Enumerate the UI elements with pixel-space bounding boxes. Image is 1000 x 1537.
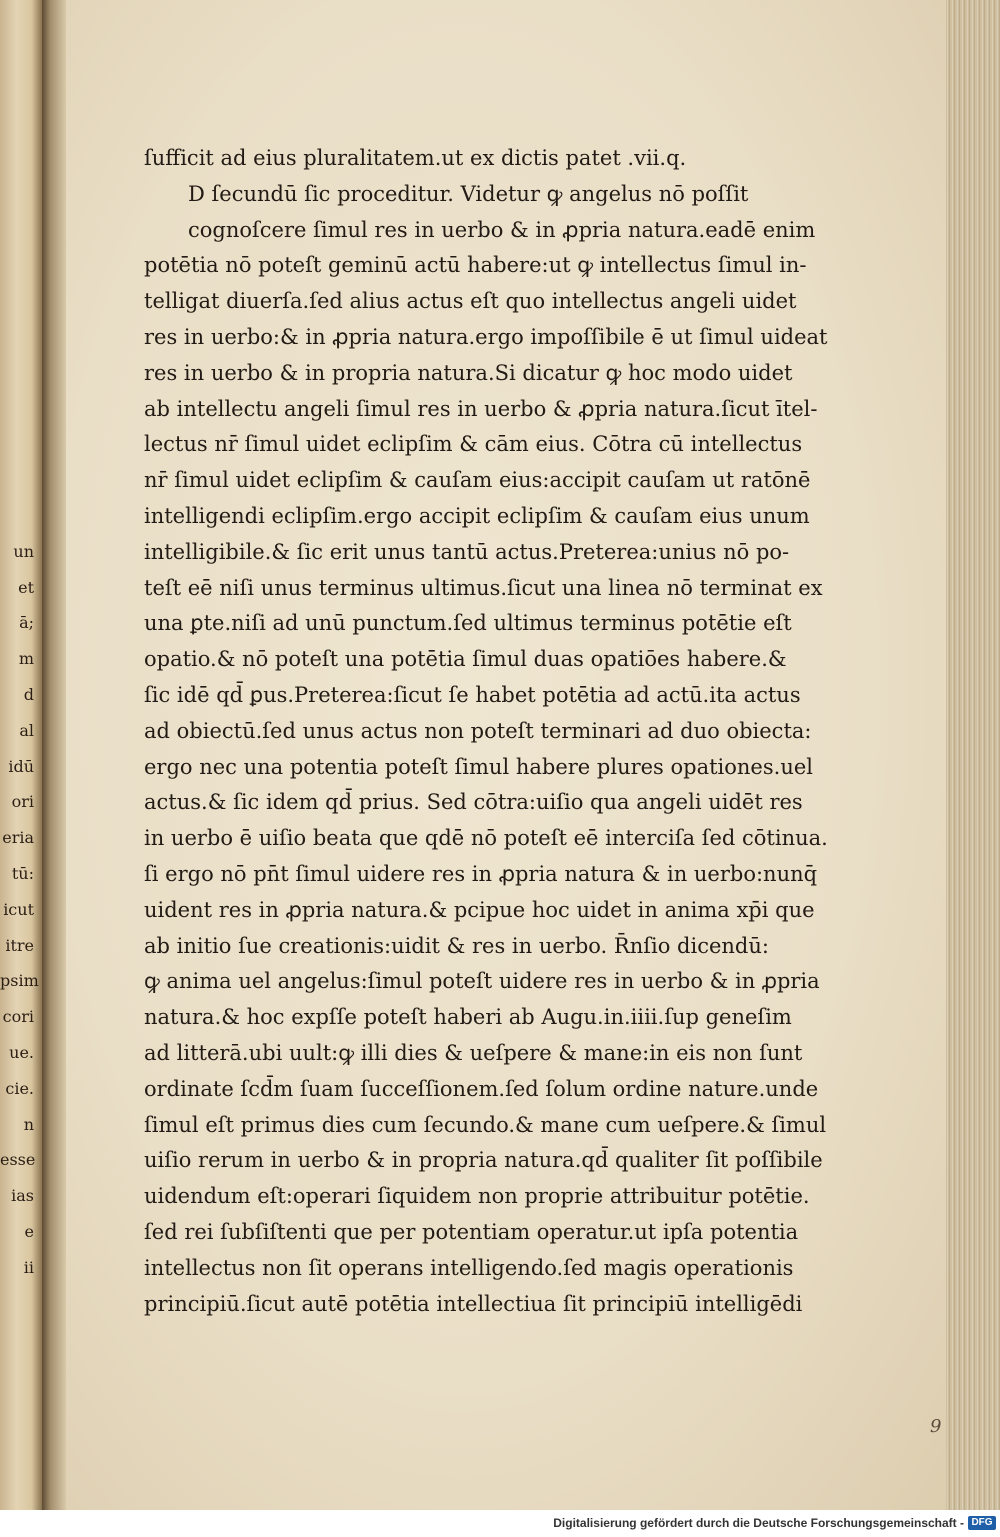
- text-line: ſi ergo nō pn̄t ſimul uidere res in ꝓpria natura & in uerbo:nunq̄: [144, 861, 818, 886]
- text-line: telligat diuerſa.ſed alius actus eſt quo intellectus angeli uidet: [144, 289, 797, 314]
- text-line: una ꝑte.niſi ad unū punctum.ſed ultimus terminus potētie eſt: [144, 611, 792, 636]
- fragment: ue.: [9, 1042, 34, 1062]
- fragment: ā;: [19, 613, 34, 633]
- fragment: e: [24, 1221, 34, 1241]
- fragment: [0, 391, 34, 427]
- fragment: tū:: [11, 863, 34, 883]
- fragment: esse: [0, 1150, 36, 1170]
- body-text: [144, 141, 828, 1322]
- text-line: intelligendi eclipſim.ergo accipit eclipſim & cauſam eius unum: [144, 503, 810, 528]
- fragment: [0, 247, 34, 283]
- fragment: ori: [11, 792, 34, 812]
- fragment: eria: [2, 828, 34, 848]
- fragment: [0, 462, 34, 498]
- fragment: [0, 283, 34, 319]
- text-line: D ſecundū ſic proceditur. Videtur ꝙ angelus nō poſſit: [188, 181, 749, 206]
- book-gutter: [42, 0, 66, 1510]
- fragment: n: [23, 1114, 34, 1134]
- fragment: un: [13, 541, 34, 561]
- fragment: [0, 140, 34, 176]
- fragment: [0, 355, 34, 391]
- text-line: lectus nr̄ ſimul uidet eclipſim & cām eius. Cōtra cū intellectus: [144, 432, 803, 457]
- folio-number: 9: [930, 1416, 942, 1437]
- text-line: ergo nec una potentia poteſt ſimul habere plures opationes.uel: [144, 754, 813, 779]
- fragment: [0, 426, 34, 462]
- page-edges: [946, 0, 1000, 1510]
- left-page-text-fragments: [0, 140, 39, 1286]
- text-line: natura.& hoc expſſe poteſt haberi ab Augu.in.iiii.ſup geneſim: [144, 1005, 792, 1030]
- fragment: icut: [3, 899, 34, 919]
- fragment: psim: [0, 971, 39, 991]
- text-line: opatio.& nō poteſt una potētia ſimul duas opatiōes habere.&: [144, 647, 787, 672]
- text-line: ꝙ anima uel angelus:ſimul poteſt uidere res in uerbo & in ꝓpria: [144, 969, 820, 994]
- dfg-logo-icon: DFG: [968, 1516, 996, 1530]
- left-facing-page: [0, 0, 42, 1510]
- text-line: nr̄ ſimul uidet eclipſim & cauſam eius:accipit cauſam ut ratōnē: [144, 468, 811, 493]
- fragment: cori: [2, 1007, 34, 1027]
- text-line: potētia nō poteſt geminū actū habere:ut ꝙ intellectus ſimul in-: [144, 253, 807, 278]
- text-line: intellectus non ſit operans intelligendo.ſed magis operationis: [144, 1255, 794, 1280]
- fragment: [0, 212, 34, 248]
- text-line: ab initio ſue creationis:uidit & res in uerbo. R̄nſio dicendū:: [144, 933, 769, 958]
- text-line: in uerbo ē uiſio beata que qdē nō poteſt eē interciſa ſed cōtinua.: [144, 826, 828, 851]
- footer-credit: Digitalisierung gefördert durch die Deutsche Forschungsgemeinschaft -: [553, 1516, 964, 1530]
- text-line: uident res in ꝓpria natura.& pcipue hoc uidet in anima xp̄i que: [144, 897, 815, 922]
- fragment: et: [18, 577, 34, 597]
- fragment: [0, 498, 34, 534]
- text-line: ad litterā.ubi uult:ꝙ illi dies & ueſpere & mane:in eis non ſunt: [144, 1040, 803, 1065]
- footer-bar: [0, 1510, 1000, 1537]
- text-line: ſimul eſt primus dies cum ſecundo.& mane cum ueſpere.& ſimul: [144, 1112, 827, 1137]
- fragment: ii: [23, 1257, 34, 1277]
- fragment: m: [18, 649, 34, 669]
- text-line: ſic idē qd̄ ꝑus.Preterea:ſicut ſe habet potētia ad actū.ita actus: [144, 682, 801, 707]
- text-line: ſed rei ſubſiſtenti que per potentiam operatur.ut ipſa potentia: [144, 1219, 799, 1244]
- fragment: d: [23, 684, 34, 704]
- text-line: ordinate ſcd̄m ſuam ſucceſſionem.ſed ſolum ordine nature.unde: [144, 1076, 819, 1101]
- text-line: intelligibile.& ſic erit unus tantū actus.Preterea:unius nō po-: [144, 539, 790, 564]
- text-line: teſt eē niſi unus terminus ultimus.ſicut una linea nō terminat ex: [144, 575, 823, 600]
- text-line: res in uerbo & in propria natura.Si dicatur ꝙ hoc modo uidet: [144, 360, 793, 385]
- fragment: cie.: [5, 1078, 34, 1098]
- fragment: itre: [5, 935, 34, 955]
- fragment: al: [19, 720, 34, 740]
- text-line: actus.& ſic idem qd̄ prius. Sed cōtra:uiſio qua angeli uidēt res: [144, 790, 803, 815]
- text-line: ab intellectu angeli ſimul res in uerbo & ꝓpria natura.ſicut ītel-: [144, 396, 818, 421]
- fragment: idū: [8, 756, 34, 776]
- fragment: [0, 319, 34, 355]
- text-line: ſufficit ad eius pluralitatem.ut ex dictis patet .vii.q.: [144, 146, 687, 170]
- text-line: res in uerbo:& in ꝓpria natura.ergo impoſſibile ē ut ſimul uideat: [144, 324, 828, 349]
- text-line: uidendum eſt:operari ſiquidem non proprie attribuitur potētie.: [144, 1184, 810, 1209]
- text-line: uiſio rerum in uerbo & in propria natura.qd̄ qualiter ſit poſſibile: [144, 1148, 823, 1173]
- text-line: principiū.ſicut autē potētia intellectiua ſit principiū intelligēdi: [144, 1291, 803, 1316]
- text-line: ad obiectū.ſed unus actus non poteſt terminari ad duo obiecta:: [144, 718, 812, 743]
- fragment: ias: [11, 1186, 34, 1206]
- text-line: cognoſcere ſimul res in uerbo & in ꝓpria natura.eadē enim: [188, 217, 816, 242]
- fragment: [0, 176, 34, 212]
